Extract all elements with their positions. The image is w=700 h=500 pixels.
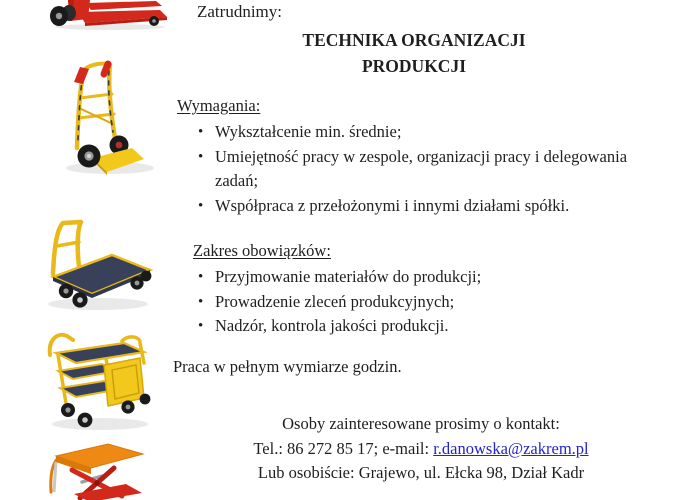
list-item: [198, 120, 660, 145]
list-item-text: Umiejętność pracy w zespole, organizacji pracy i delegowania zadań;: [215, 146, 628, 190]
hand-truck-graphic: [58, 56, 183, 178]
scissor-lift-graphic: [44, 438, 149, 500]
list-item: [198, 145, 660, 194]
bullet-marker: •: [198, 148, 204, 165]
list-item-text: Wykształcenie min. średnie;: [215, 122, 402, 141]
job-title: [168, 27, 660, 79]
platform-cart-image: [36, 206, 161, 314]
list-item: [198, 265, 660, 290]
hand-truck-image: [58, 56, 183, 178]
list-item-text: Współpraca z przełożonymi i innymi działami spółki.: [215, 195, 570, 215]
duties-list: [198, 265, 660, 339]
shelf-trolley-image: [42, 327, 162, 432]
phone-text: Tel.: 86 272 85 17; e-mail:: [253, 438, 434, 458]
bullet-marker: •: [198, 269, 204, 285]
duties-heading: Zakres obowiązków:: [193, 241, 331, 260]
shelf-trolley-graphic: [42, 327, 162, 432]
list-item-text: Prowadzenie zleceń produkcyjnych;: [215, 291, 455, 311]
pallet-jack-image: [38, 0, 168, 30]
intro-line: Zatrudnimy:: [197, 2, 282, 21]
employment-note: Praca w pełnym wymiarze godzin.: [173, 357, 402, 376]
contact-address-line: Lub osobiście: Grajewo, ul. Ełcka 98, Dział Kadr: [257, 463, 585, 482]
requirements-heading: Wymagania:: [177, 96, 261, 115]
bullet-marker: •: [198, 197, 204, 214]
pallet-jack-graphic: [38, 0, 168, 30]
contact-phone-line: [170, 437, 672, 462]
list-item-text: Nadzór, kontrola jakości produkcji.: [215, 316, 449, 335]
list-item: [198, 194, 660, 219]
list-item: [198, 314, 660, 339]
job-title-line1: TECHNIKA ORGANIZACJI: [302, 30, 526, 50]
list-item-text: Przyjmowanie materiałów do produkcji;: [215, 267, 482, 286]
bullet-marker: •: [198, 293, 204, 310]
email-link[interactable]: r.danowska@zakrem.pl: [433, 438, 589, 458]
job-title-line2: PRODUKCJI: [361, 56, 467, 76]
bullet-marker: •: [198, 124, 204, 140]
requirements-list: [198, 120, 660, 218]
list-item: [198, 290, 660, 315]
scissor-lift-image: [44, 438, 149, 500]
contact-intro: Osoby zainteresowane prosimy o kontakt:: [282, 414, 560, 433]
bullet-marker: •: [198, 318, 204, 334]
contact-block: [170, 412, 672, 486]
platform-cart-graphic: [36, 206, 161, 314]
